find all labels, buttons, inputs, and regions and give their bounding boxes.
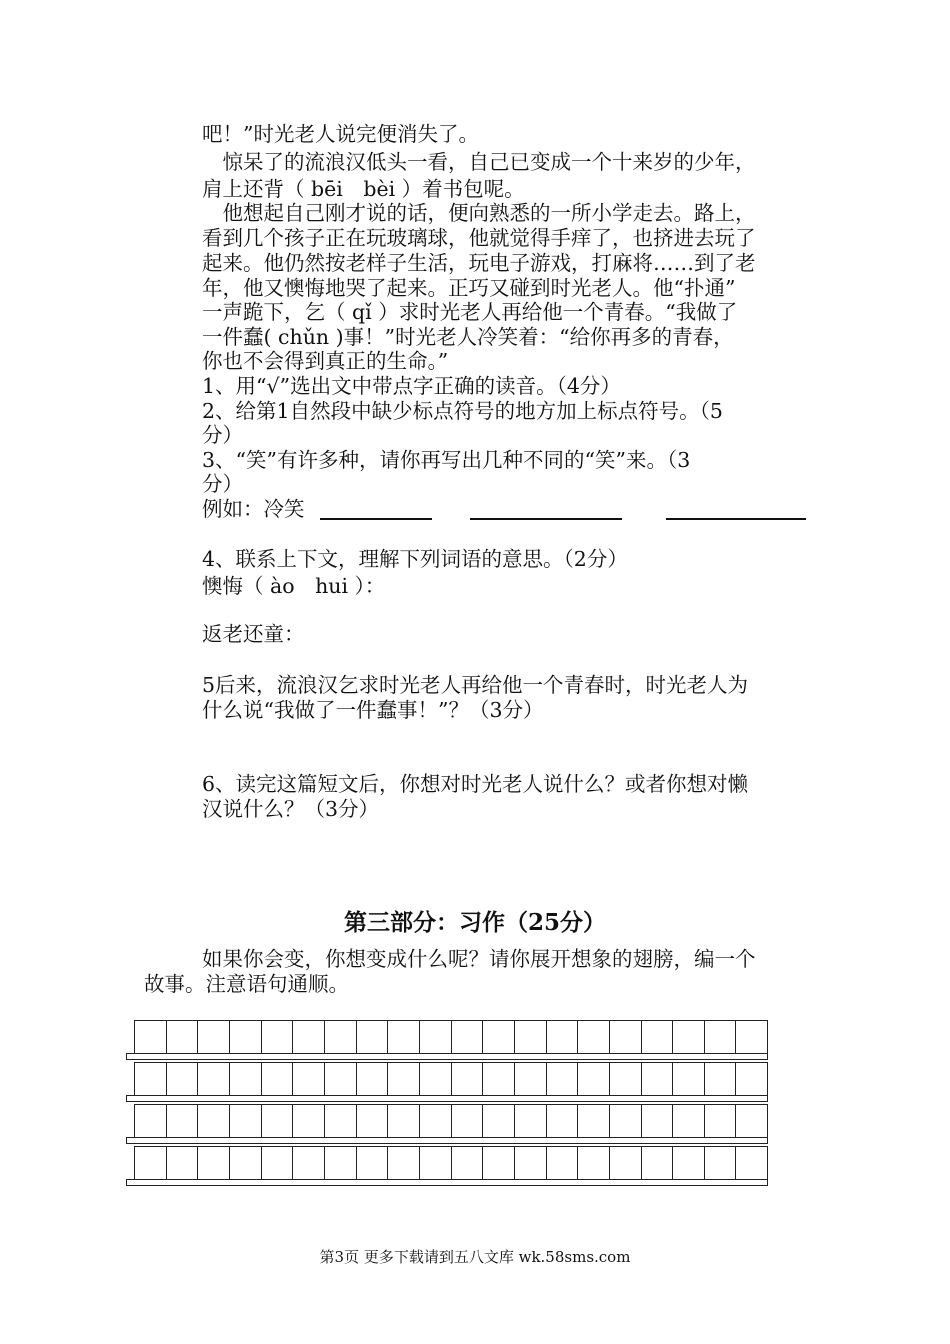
grid-row[interactable] [134,1146,768,1180]
question-4-word-1: 懊悔（ ào hui ）： [202,574,386,598]
answer-blank-3[interactable] [666,518,806,520]
question-5: 5后来，流浪汉乞求时光老人再给他一个青春时，时光老人为 [202,673,749,697]
question-4-word-2: 返老还童： [202,622,305,646]
question-2-cont: 分） [202,423,243,447]
question-1: 1、用“√”选出文中带点字正确的读音。（4分） [202,374,621,398]
passage-line: 一件蠢( chǔn )事！”时光老人冷笑着：“给你再多的青春， [202,325,734,349]
passage-line: 惊呆了的流浪汉低头一看，自己已变成一个十来岁的少年， [202,150,756,174]
passage-line: 一声跪下，乞（ qǐ ）求时光老人再给他一个青春。“我做了 [202,300,738,324]
passage-line: 起来。他仍然按老样子生活，玩电子游戏，打麻将……到了老 [202,251,756,275]
grid-row[interactable] [134,1062,768,1096]
passage-line: 看到几个孩子正在玩玻璃球，他就觉得手痒了，也挤进去玩了 [202,226,756,250]
grid-separator [126,1095,768,1102]
question-3-example: 例如：冷笑 [202,497,305,521]
answer-blank-1[interactable] [320,518,432,520]
grid-row[interactable] [134,1020,768,1054]
question-3: 3、“笑”有许多种，请你再写出几种不同的“笑”来。（3 [202,448,691,472]
grid-separator [126,1137,768,1144]
page-footer: 第3页 更多下载请到五八文库 wk.58sms.com [319,1248,631,1266]
grid-row[interactable] [134,1104,768,1138]
passage-line: 年，他又懊悔地哭了起来。正巧又碰到时光老人。他“扑通” [202,276,736,300]
passage-line: 吧！”时光老人说完便消失了。 [202,122,479,146]
grid-separator [126,1179,768,1186]
passage-line: 肩上还背（ bēi bèi ）着书包呢。 [202,177,525,201]
question-2: 2、给第1自然段中缺少标点符号的地方加上标点符号。（5 [202,399,723,423]
section-title: 第三部分：习作（25分） [343,909,606,936]
composition-prompt: 如果你会变，你想变成什么呢？请你展开想象的翅膀，编一个 [202,947,756,971]
question-4: 4、联系上下文，理解下列词语的意思。（2分） [202,547,628,571]
passage-line: 你也不会得到真正的生命。” [202,349,449,373]
grid-separator [126,1053,768,1060]
question-5-cont: 什么说“我做了一件蠢事！”？（3分） [202,698,544,722]
composition-prompt-cont: 故事。注意语句通顺。 [144,972,349,996]
answer-blank-2[interactable] [470,518,622,520]
question-6-cont: 汉说什么？（3分） [202,797,380,821]
question-3-cont: 分） [202,472,243,496]
question-6: 6、读完这篇短文后，你想对时光老人说什么？或者你想对懒 [202,772,749,796]
passage-line: 他想起自己刚才说的话，便向熟悉的一所小学走去。路上， [202,201,756,225]
